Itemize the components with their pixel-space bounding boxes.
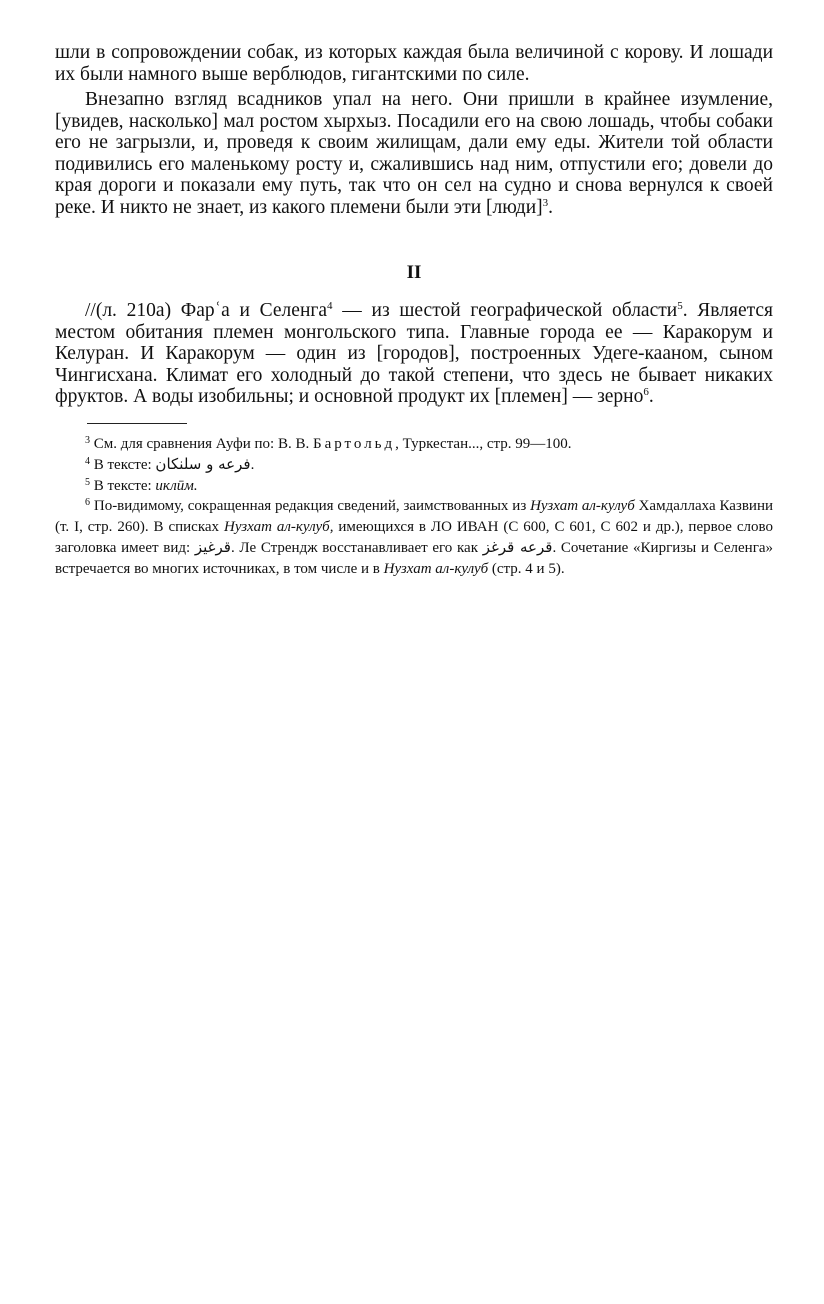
paragraph-riders-text: Внезапно взгляд всадников упал на него. Они пришли в крайнее изумление, [увидев, насколько] мал ростом хырхыз. Посадили его на свою лошадь, чтобы собаки его не загрызли, и, проведя к своим жилищам, дали ему еды. Жители той области подивились его маленькому росту и, сжалившись над ним, отпустили его; довели до края дороги и показали ему путь, так что он сел на судно и снова вернулся к своей реке. И никто не знает, из какого племени были эти [люди] — [55, 89, 773, 218]
footnote-3-author: Бартольд — [312, 435, 396, 452]
footnote-6-number: 6 — [85, 497, 90, 508]
footnote-divider — [87, 423, 187, 424]
footnote-4-text: В тексте: — [93, 457, 156, 473]
paragraph-continued: шли в сопровождении собак, из которых каждая была величиной с корову. И лошади их были намного выше верблюдов, гигантскими по силе. — [55, 42, 773, 85]
footnote-3-text-a: См. для сравнения Ауфи по: В. В. — [93, 435, 313, 452]
paragraph-riders: Внезапно взгляд всадников упал на него. Они пришли в крайнее изумление, [увидев, насколько] мал ростом хырхыз. Посадили его на свою лошадь, чтобы собаки его не загрызли, и, проведя к своим жилищам, дали ему еды. Жители той области подивились его маленькому росту и, сжалившись над ним, отпустили его; довели до края дороги и показали ему путь, так что он сел на судно и снова вернулся к своей реке. И никто не знает, из какого племени были эти [люди]$^3$. — [55, 89, 773, 218]
note-ref-3: 3 — [542, 196, 549, 209]
footnote-3-text-b: , Туркестан..., стр. 99—100. — [395, 435, 572, 452]
footnote-5 — [55, 476, 773, 497]
footnote-6-text-2: Хамдаллаха Казвини (т. I, стр. 260). В списках — [55, 498, 774, 535]
footnote-4-end: . — [250, 457, 255, 473]
footnote-6-text-4: . Ле Стрендж восстанавливает его как — [230, 540, 483, 556]
footnote-3 — [55, 434, 773, 455]
footnote-3-number: 3 — [85, 434, 90, 446]
footnote-6-text-6: (стр. 4 и 5). — [488, 560, 565, 577]
document-page — [55, 42, 773, 579]
note-ref-6: 6 — [643, 386, 649, 398]
footnotes — [55, 434, 773, 580]
footnote-4-number: 4 — [85, 456, 90, 467]
footnote-4-arabic: فرعه و سلنكان — [155, 455, 251, 473]
footnote-6-italic-2: Нузхат ал-кулуб, — [223, 518, 334, 535]
footnote-6-text-5: . Сочетание «Киргизы и Селенга» встречается во многих источниках, в том числе и в — [55, 540, 774, 577]
note-ref-5: 5 — [677, 300, 683, 312]
footnote-5-italic: иклӣм. — [155, 477, 198, 494]
paragraph-selenga-text-1: //(л. 210а) Фарʿа и Селенга — [85, 300, 328, 321]
paragraph-selenga-text-2: — из шестой географической области — [332, 300, 678, 321]
footnote-6-arabic-2: قرعه قرغز — [482, 538, 553, 556]
footnote-6-text-3: имеющихся в ЛО ИВАН (С 600, С 601, С 602 и др.), первое слово заголовка имеет вид: — [55, 518, 773, 556]
paragraph-selenga-text-3: . Является местом обитания племен монгольского типа. Главные города ее — Каракорум и Келуран. И Каракорум — один из [городов], построенных Удеге-кааном, сыном Чингисхана. Климат его холодный до такой степени, что здесь не бывает никаких фруктов. А воды изобильны; и основной продукт их [племен] — зерно — [55, 300, 773, 407]
section-heading: II — [406, 262, 422, 283]
note-ref-4: 4 — [327, 300, 333, 312]
footnote-5-text: В тексте: — [93, 477, 156, 494]
footnote-6-italic-1: Нузхат ал-кулуб — [530, 498, 635, 514]
footnote-4 — [55, 454, 773, 476]
footnote-6-text-1: По-видимому, сокращенная редакция сведений, заимствованных из — [93, 498, 531, 514]
main-text — [55, 42, 773, 408]
footnote-6-italic-3: Нузхат ал-кулуб — [383, 560, 489, 577]
footnote-6 — [55, 496, 773, 579]
footnote-6-arabic-1: قرغيز — [194, 538, 231, 556]
paragraph-selenga: //(л. 210а) Фарʿа и Селенга$^4$ — из шестой географической области$^5$. Является местом обитания племен монгольского типа. Главные города ее — Каракорум и Келуран. И Каракорум — один из [городов], построенных Удеге-кааном, сыном Чингисхана. Климат его холодный до такой степени, что здесь не бывает никаких фруктов. А воды изобильны; и основной продукт их [племен] — зерно$^6$. — [55, 300, 773, 407]
footnote-5-number: 5 — [85, 476, 90, 488]
